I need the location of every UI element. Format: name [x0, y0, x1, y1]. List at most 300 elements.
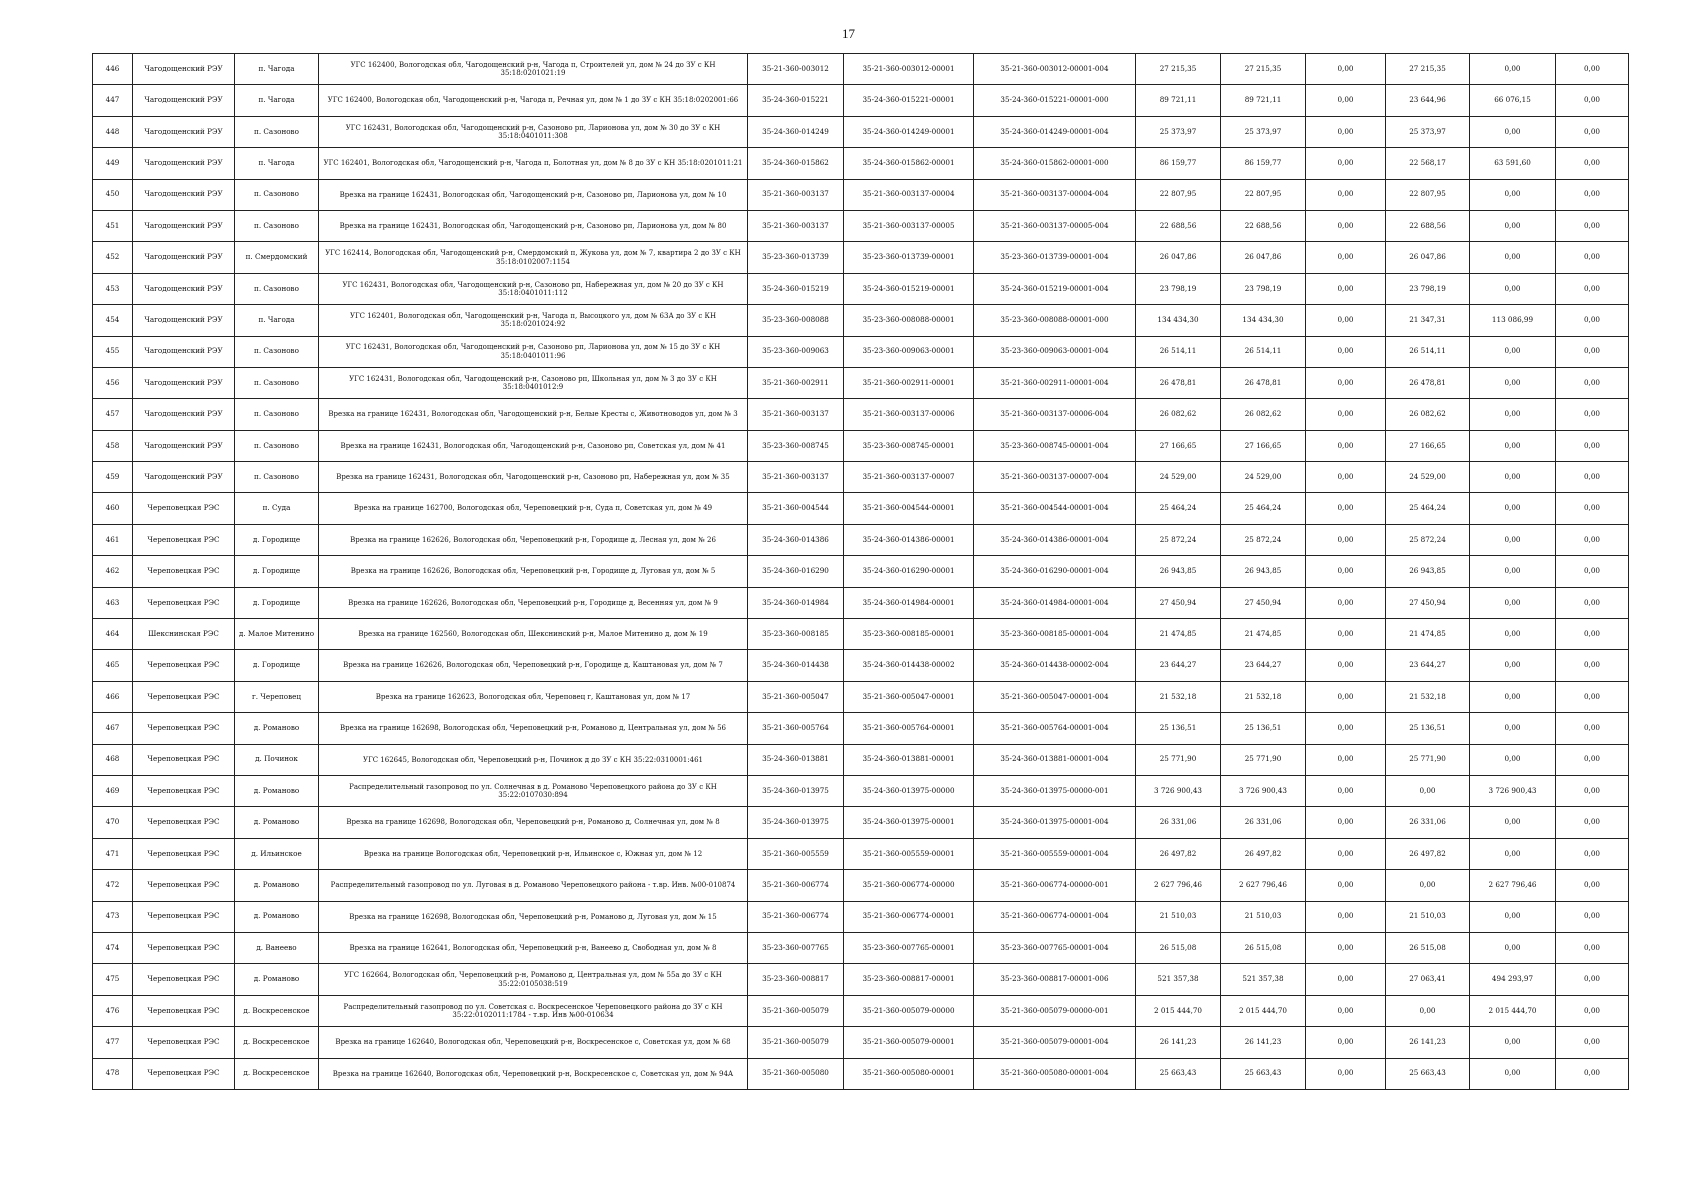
zero-cell: 0,00	[1306, 587, 1386, 618]
division-cell: Чагодощенский РЭУ	[133, 305, 235, 336]
address-cell: Врезка на границе 162698, Вологодская обл, Череповецкий р-н, Романово д, Центральная ул, дом № 56	[319, 713, 748, 744]
total-cost-cell: 21 474,85	[1136, 619, 1221, 650]
amount-cell: 23 644,27	[1386, 650, 1470, 681]
cost-cell: 25 872,24	[1221, 524, 1306, 555]
row-number-cell: 474	[93, 932, 133, 963]
total-cost-cell: 23 798,19	[1136, 273, 1221, 304]
address-cell: Врезка на границе 162626, Вологодская обл, Череповецкий р-н, Городище д, Лесная ул, дом № 26	[319, 524, 748, 555]
object-code-cell: 35-24-360-014386	[748, 524, 844, 555]
amount-cell: 25 771,90	[1386, 744, 1470, 775]
last-amount-cell: 0,00	[1556, 336, 1629, 367]
element-code-cell: 35-24-360-014984-00001-004	[974, 587, 1136, 618]
address-cell: Врезка на границе 162626, Вологодская обл, Череповецкий р-н, Городище д, Каштановая ул, дом № 7	[319, 650, 748, 681]
subobject-code-cell: 35-21-360-003012-00001	[844, 54, 974, 85]
row-number-cell: 458	[93, 430, 133, 461]
zero-cell: 0,00	[1306, 430, 1386, 461]
division-cell: Череповецкая РЭС	[133, 838, 235, 869]
total-cost-cell: 26 331,06	[1136, 807, 1221, 838]
total-cost-cell: 26 514,11	[1136, 336, 1221, 367]
subobject-code-cell: 35-21-360-006774-00000	[844, 870, 974, 901]
amount-cell: 27 063,41	[1386, 964, 1470, 995]
settlement-cell: п. Сазоново	[235, 367, 319, 398]
last-amount-cell: 0,00	[1556, 85, 1629, 116]
table-row	[93, 462, 1629, 493]
settlement-cell: д. Ильинское	[235, 838, 319, 869]
zero-cell: 0,00	[1306, 54, 1386, 85]
cost-cell: 23 644,27	[1221, 650, 1306, 681]
row-number-cell: 452	[93, 242, 133, 273]
subobject-code-cell: 35-21-360-002911-00001	[844, 367, 974, 398]
cost-cell: 25 663,43	[1221, 1058, 1306, 1089]
total-cost-cell: 26 515,08	[1136, 932, 1221, 963]
object-code-cell: 35-23-360-009063	[748, 336, 844, 367]
settlement-cell: п. Сазоново	[235, 462, 319, 493]
remainder-cell: 0,00	[1470, 273, 1556, 304]
object-code-cell: 35-21-360-003137	[748, 210, 844, 241]
remainder-cell: 0,00	[1470, 399, 1556, 430]
table-row	[93, 273, 1629, 304]
last-amount-cell: 0,00	[1556, 462, 1629, 493]
amount-cell: 22 807,95	[1386, 179, 1470, 210]
total-cost-cell: 26 943,85	[1136, 556, 1221, 587]
subobject-code-cell: 35-21-360-003137-00006	[844, 399, 974, 430]
zero-cell: 0,00	[1306, 1027, 1386, 1058]
row-number-cell: 466	[93, 681, 133, 712]
amount-cell: 27 215,35	[1386, 54, 1470, 85]
last-amount-cell: 0,00	[1556, 932, 1629, 963]
address-cell: Врезка на границе 162431, Вологодская обл, Чагодощенский р-н, Сазоново рп, Набережная ул, дом № 35	[319, 462, 748, 493]
cost-cell: 3 726 900,43	[1221, 775, 1306, 806]
subobject-code-cell: 35-21-360-005559-00001	[844, 838, 974, 869]
remainder-cell: 2 015 444,70	[1470, 995, 1556, 1026]
address-cell: Врезка на границе 162626, Вологодская обл, Череповецкий р-н, Городище д, Весенняя ул, дом № 9	[319, 587, 748, 618]
element-code-cell: 35-21-360-005764-00001-004	[974, 713, 1136, 744]
total-cost-cell: 25 464,24	[1136, 493, 1221, 524]
cost-cell: 21 474,85	[1221, 619, 1306, 650]
data-table	[92, 53, 1629, 1090]
zero-cell: 0,00	[1306, 273, 1386, 304]
amount-cell: 25 136,51	[1386, 713, 1470, 744]
last-amount-cell: 0,00	[1556, 367, 1629, 398]
subobject-code-cell: 35-24-360-015862-00001	[844, 148, 974, 179]
cost-cell: 27 166,65	[1221, 430, 1306, 461]
cost-cell: 24 529,00	[1221, 462, 1306, 493]
amount-cell: 26 478,81	[1386, 367, 1470, 398]
address-cell: УГС 162664, Вологодская обл, Череповецкий р-н, Романово д, Центральная ул, дом № 55а до ЗУ с КН 35:22:0105038:519	[319, 964, 748, 995]
amount-cell: 21 532,18	[1386, 681, 1470, 712]
cost-cell: 21 532,18	[1221, 681, 1306, 712]
cost-cell: 26 478,81	[1221, 367, 1306, 398]
division-cell: Череповецкая РЭС	[133, 1058, 235, 1089]
amount-cell: 0,00	[1386, 775, 1470, 806]
total-cost-cell: 521 357,38	[1136, 964, 1221, 995]
zero-cell: 0,00	[1306, 493, 1386, 524]
object-code-cell: 35-24-360-013975	[748, 807, 844, 838]
row-number-cell: 451	[93, 210, 133, 241]
settlement-cell: д. Ванеево	[235, 932, 319, 963]
address-cell: УГС 162400, Вологодская обл, Чагодощенский р-н, Чагода п, Строителей ул, дом № 24 до ЗУ с КН 35:18:0201021:19	[319, 54, 748, 85]
subobject-code-cell: 35-24-360-014386-00001	[844, 524, 974, 555]
address-cell: УГС 162431, Вологодская обл, Чагодощенский р-н, Сазоново рп, Ларионова ул, дом № 15 до ЗУ с КН 35:18:0401011:96	[319, 336, 748, 367]
object-code-cell: 35-23-360-008185	[748, 619, 844, 650]
settlement-cell: д. Городище	[235, 524, 319, 555]
division-cell: Череповецкая РЭС	[133, 744, 235, 775]
zero-cell: 0,00	[1306, 713, 1386, 744]
row-number-cell: 473	[93, 901, 133, 932]
zero-cell: 0,00	[1306, 681, 1386, 712]
row-number-cell: 477	[93, 1027, 133, 1058]
amount-cell: 21 510,03	[1386, 901, 1470, 932]
division-cell: Чагодощенский РЭУ	[133, 367, 235, 398]
element-code-cell: 35-21-360-005047-00001-004	[974, 681, 1136, 712]
subobject-code-cell: 35-23-360-009063-00001	[844, 336, 974, 367]
subobject-code-cell: 35-24-360-014249-00001	[844, 116, 974, 147]
amount-cell: 26 331,06	[1386, 807, 1470, 838]
remainder-cell: 0,00	[1470, 556, 1556, 587]
remainder-cell: 0,00	[1470, 336, 1556, 367]
zero-cell: 0,00	[1306, 932, 1386, 963]
row-number-cell: 454	[93, 305, 133, 336]
settlement-cell: п. Сазоново	[235, 179, 319, 210]
last-amount-cell: 0,00	[1556, 650, 1629, 681]
table-row	[93, 210, 1629, 241]
last-amount-cell: 0,00	[1556, 493, 1629, 524]
table-row	[93, 775, 1629, 806]
amount-cell: 25 464,24	[1386, 493, 1470, 524]
last-amount-cell: 0,00	[1556, 901, 1629, 932]
row-number-cell: 457	[93, 399, 133, 430]
table-row	[93, 179, 1629, 210]
subobject-code-cell: 35-21-360-003137-00007	[844, 462, 974, 493]
amount-cell: 25 373,97	[1386, 116, 1470, 147]
settlement-cell: д. Воскресенское	[235, 1027, 319, 1058]
row-number-cell: 476	[93, 995, 133, 1026]
object-code-cell: 35-21-360-005559	[748, 838, 844, 869]
table-row	[93, 242, 1629, 273]
remainder-cell: 0,00	[1470, 587, 1556, 618]
row-number-cell: 462	[93, 556, 133, 587]
subobject-code-cell: 35-24-360-013975-00000	[844, 775, 974, 806]
amount-cell: 26 514,11	[1386, 336, 1470, 367]
cost-cell: 26 047,86	[1221, 242, 1306, 273]
cost-cell: 26 515,08	[1221, 932, 1306, 963]
last-amount-cell: 0,00	[1556, 179, 1629, 210]
zero-cell: 0,00	[1306, 336, 1386, 367]
object-code-cell: 35-21-360-006774	[748, 901, 844, 932]
subobject-code-cell: 35-21-360-004544-00001	[844, 493, 974, 524]
address-cell: УГС 162401, Вологодская обл, Чагодощенский р-н, Чагода п, Болотная ул, дом № 8 до ЗУ с КН 35:18:0201011:21	[319, 148, 748, 179]
zero-cell: 0,00	[1306, 964, 1386, 995]
subobject-code-cell: 35-21-360-003137-00005	[844, 210, 974, 241]
address-cell: УГС 162401, Вологодская обл, Чагодощенский р-н, Чагода п, Высоцкого ул, дом № 63А до ЗУ с КН 35:18:0201024:92	[319, 305, 748, 336]
element-code-cell: 35-23-360-009063-00001-004	[974, 336, 1136, 367]
division-cell: Череповецкая РЭС	[133, 964, 235, 995]
subobject-code-cell: 35-24-360-015221-00001	[844, 85, 974, 116]
last-amount-cell: 0,00	[1556, 619, 1629, 650]
element-code-cell: 35-21-360-003137-00004-004	[974, 179, 1136, 210]
last-amount-cell: 0,00	[1556, 399, 1629, 430]
amount-cell: 21 474,85	[1386, 619, 1470, 650]
element-code-cell: 35-23-360-008185-00001-004	[974, 619, 1136, 650]
zero-cell: 0,00	[1306, 305, 1386, 336]
table-row	[93, 305, 1629, 336]
zero-cell: 0,00	[1306, 901, 1386, 932]
division-cell: Череповецкая РЭС	[133, 870, 235, 901]
settlement-cell: д. Городище	[235, 587, 319, 618]
amount-cell: 26 082,62	[1386, 399, 1470, 430]
element-code-cell: 35-24-360-014386-00001-004	[974, 524, 1136, 555]
element-code-cell: 35-24-360-015862-00001-000	[974, 148, 1136, 179]
table-row	[93, 556, 1629, 587]
division-cell: Чагодощенский РЭУ	[133, 179, 235, 210]
table-row	[93, 367, 1629, 398]
amount-cell: 25 663,43	[1386, 1058, 1470, 1089]
remainder-cell: 0,00	[1470, 462, 1556, 493]
remainder-cell: 0,00	[1470, 932, 1556, 963]
zero-cell: 0,00	[1306, 838, 1386, 869]
total-cost-cell: 22 688,56	[1136, 210, 1221, 241]
object-code-cell: 35-23-360-008745	[748, 430, 844, 461]
division-cell: Череповецкая РЭС	[133, 901, 235, 932]
object-code-cell: 35-23-360-007765	[748, 932, 844, 963]
amount-cell: 26 515,08	[1386, 932, 1470, 963]
row-number-cell: 472	[93, 870, 133, 901]
subobject-code-cell: 35-23-360-008185-00001	[844, 619, 974, 650]
row-number-cell: 455	[93, 336, 133, 367]
address-cell: Врезка на границе 162626, Вологодская обл, Череповецкий р-н, Городище д, Луговая ул, дом № 5	[319, 556, 748, 587]
division-cell: Чагодощенский РЭУ	[133, 336, 235, 367]
object-code-cell: 35-21-360-003012	[748, 54, 844, 85]
division-cell: Череповецкая РЭС	[133, 713, 235, 744]
object-code-cell: 35-21-360-005079	[748, 995, 844, 1026]
row-number-cell: 471	[93, 838, 133, 869]
division-cell: Чагодощенский РЭУ	[133, 242, 235, 273]
zero-cell: 0,00	[1306, 556, 1386, 587]
subobject-code-cell: 35-21-360-005080-00001	[844, 1058, 974, 1089]
division-cell: Чагодощенский РЭУ	[133, 273, 235, 304]
element-code-cell: 35-24-360-014249-00001-004	[974, 116, 1136, 147]
table-row	[93, 1058, 1629, 1089]
object-code-cell: 35-24-360-014438	[748, 650, 844, 681]
table-row	[93, 932, 1629, 963]
address-cell: Врезка на границе 162641, Вологодская обл, Череповецкий р-н, Ванеево д, Свободная ул, дом № 8	[319, 932, 748, 963]
subobject-code-cell: 35-21-360-005764-00001	[844, 713, 974, 744]
division-cell: Череповецкая РЭС	[133, 932, 235, 963]
cost-cell: 26 141,23	[1221, 1027, 1306, 1058]
total-cost-cell: 86 159,77	[1136, 148, 1221, 179]
total-cost-cell: 2 015 444,70	[1136, 995, 1221, 1026]
remainder-cell: 0,00	[1470, 1058, 1556, 1089]
element-code-cell: 35-24-360-013975-00000-001	[974, 775, 1136, 806]
last-amount-cell: 0,00	[1556, 870, 1629, 901]
row-number-cell: 465	[93, 650, 133, 681]
row-number-cell: 450	[93, 179, 133, 210]
cost-cell: 89 721,11	[1221, 85, 1306, 116]
remainder-cell: 0,00	[1470, 367, 1556, 398]
table-row	[93, 85, 1629, 116]
total-cost-cell: 25 663,43	[1136, 1058, 1221, 1089]
settlement-cell: п. Чагода	[235, 54, 319, 85]
address-cell: УГС 162645, Вологодская обл, Череповецкий р-н, Починок д до ЗУ с КН 35:22:0310001:461	[319, 744, 748, 775]
address-cell: Врезка на границе Вологодская обл, Череповецкий р-н, Ильинское с, Южная ул, дом № 12	[319, 838, 748, 869]
total-cost-cell: 134 434,30	[1136, 305, 1221, 336]
object-code-cell: 35-21-360-005080	[748, 1058, 844, 1089]
remainder-cell: 0,00	[1470, 681, 1556, 712]
zero-cell: 0,00	[1306, 210, 1386, 241]
row-number-cell: 456	[93, 367, 133, 398]
remainder-cell: 0,00	[1470, 210, 1556, 241]
address-cell: Врезка на границе 162698, Вологодская обл, Череповецкий р-н, Романово д, Луговая ул, дом № 15	[319, 901, 748, 932]
settlement-cell: д. Городище	[235, 556, 319, 587]
subobject-code-cell: 35-24-360-015219-00001	[844, 273, 974, 304]
table-row	[93, 901, 1629, 932]
remainder-cell: 0,00	[1470, 54, 1556, 85]
amount-cell: 25 872,24	[1386, 524, 1470, 555]
row-number-cell: 459	[93, 462, 133, 493]
element-code-cell: 35-21-360-004544-00001-004	[974, 493, 1136, 524]
element-code-cell: 35-21-360-006774-00001-004	[974, 901, 1136, 932]
remainder-cell: 494 293,97	[1470, 964, 1556, 995]
zero-cell: 0,00	[1306, 179, 1386, 210]
amount-cell: 26 141,23	[1386, 1027, 1470, 1058]
remainder-cell: 0,00	[1470, 838, 1556, 869]
settlement-cell: п. Сазоново	[235, 430, 319, 461]
table-row	[93, 587, 1629, 618]
amount-cell: 0,00	[1386, 995, 1470, 1026]
last-amount-cell: 0,00	[1556, 242, 1629, 273]
row-number-cell: 453	[93, 273, 133, 304]
zero-cell: 0,00	[1306, 148, 1386, 179]
row-number-cell: 469	[93, 775, 133, 806]
table-row	[93, 148, 1629, 179]
element-code-cell: 35-21-360-003012-00001-004	[974, 54, 1136, 85]
division-cell: Чагодощенский РЭУ	[133, 148, 235, 179]
remainder-cell: 0,00	[1470, 807, 1556, 838]
amount-cell: 26 047,86	[1386, 242, 1470, 273]
subobject-code-cell: 35-23-360-008088-00001	[844, 305, 974, 336]
subobject-code-cell: 35-21-360-005079-00000	[844, 995, 974, 1026]
cost-cell: 25 373,97	[1221, 116, 1306, 147]
object-code-cell: 35-23-360-008817	[748, 964, 844, 995]
row-number-cell: 449	[93, 148, 133, 179]
cost-cell: 26 082,62	[1221, 399, 1306, 430]
remainder-cell: 0,00	[1470, 242, 1556, 273]
zero-cell: 0,00	[1306, 619, 1386, 650]
element-code-cell: 35-24-360-013881-00001-004	[974, 744, 1136, 775]
settlement-cell: п. Смердомский	[235, 242, 319, 273]
remainder-cell: 0,00	[1470, 179, 1556, 210]
cost-cell: 25 136,51	[1221, 713, 1306, 744]
total-cost-cell: 3 726 900,43	[1136, 775, 1221, 806]
subobject-code-cell: 35-24-360-013975-00001	[844, 807, 974, 838]
cost-cell: 27 215,35	[1221, 54, 1306, 85]
remainder-cell: 0,00	[1470, 901, 1556, 932]
table-row	[93, 493, 1629, 524]
amount-cell: 27 450,94	[1386, 587, 1470, 618]
last-amount-cell: 0,00	[1556, 744, 1629, 775]
object-code-cell: 35-23-360-008088	[748, 305, 844, 336]
object-code-cell: 35-21-360-005764	[748, 713, 844, 744]
division-cell: Череповецкая РЭС	[133, 995, 235, 1026]
remainder-cell: 0,00	[1470, 116, 1556, 147]
settlement-cell: п. Сазоново	[235, 336, 319, 367]
row-number-cell: 470	[93, 807, 133, 838]
page-number: 17	[842, 26, 855, 41]
total-cost-cell: 25 373,97	[1136, 116, 1221, 147]
division-cell: Череповецкая РЭС	[133, 524, 235, 555]
element-code-cell: 35-21-360-005559-00001-004	[974, 838, 1136, 869]
object-code-cell: 35-23-360-013739	[748, 242, 844, 273]
table-row	[93, 870, 1629, 901]
subobject-code-cell: 35-23-360-007765-00001	[844, 932, 974, 963]
remainder-cell: 0,00	[1470, 744, 1556, 775]
address-cell: Распределительный газопровод по ул. Солнечная в д. Романово Череповецкого района до ЗУ с КН 35:22:0107030:894	[319, 775, 748, 806]
division-cell: Чагодощенский РЭУ	[133, 462, 235, 493]
object-code-cell: 35-24-360-015221	[748, 85, 844, 116]
cost-cell: 23 798,19	[1221, 273, 1306, 304]
cost-cell: 134 434,30	[1221, 305, 1306, 336]
last-amount-cell: 0,00	[1556, 54, 1629, 85]
row-number-cell: 446	[93, 54, 133, 85]
cost-cell: 26 514,11	[1221, 336, 1306, 367]
element-code-cell: 35-24-360-013975-00001-004	[974, 807, 1136, 838]
address-cell: УГС 162414, Вологодская обл, Чагодощенский р-н, Смердомский п, Жукова ул, дом № 7, квартира 2 до ЗУ с КН 35:18:0102007:1154	[319, 242, 748, 273]
object-code-cell: 35-21-360-006774	[748, 870, 844, 901]
settlement-cell: п. Суда	[235, 493, 319, 524]
last-amount-cell: 0,00	[1556, 305, 1629, 336]
object-code-cell: 35-24-360-014984	[748, 587, 844, 618]
zero-cell: 0,00	[1306, 995, 1386, 1026]
cost-cell: 21 510,03	[1221, 901, 1306, 932]
division-cell: Чагодощенский РЭУ	[133, 116, 235, 147]
zero-cell: 0,00	[1306, 1058, 1386, 1089]
element-code-cell: 35-24-360-015219-00001-004	[974, 273, 1136, 304]
division-cell: Череповецкая РЭС	[133, 650, 235, 681]
element-code-cell: 35-21-360-003137-00006-004	[974, 399, 1136, 430]
settlement-cell: д. Романово	[235, 901, 319, 932]
division-cell: Шекснинская РЭС	[133, 619, 235, 650]
cost-cell: 521 357,38	[1221, 964, 1306, 995]
subobject-code-cell: 35-21-360-005079-00001	[844, 1027, 974, 1058]
row-number-cell: 464	[93, 619, 133, 650]
table-row	[93, 54, 1629, 85]
subobject-code-cell: 35-23-360-013739-00001	[844, 242, 974, 273]
division-cell: Череповецкая РЭС	[133, 775, 235, 806]
total-cost-cell: 25 136,51	[1136, 713, 1221, 744]
total-cost-cell: 89 721,11	[1136, 85, 1221, 116]
remainder-cell: 3 726 900,43	[1470, 775, 1556, 806]
last-amount-cell: 0,00	[1556, 807, 1629, 838]
row-number-cell: 460	[93, 493, 133, 524]
zero-cell: 0,00	[1306, 242, 1386, 273]
object-code-cell: 35-24-360-015862	[748, 148, 844, 179]
settlement-cell: д. Воскресенское	[235, 995, 319, 1026]
total-cost-cell: 2 627 796,46	[1136, 870, 1221, 901]
remainder-cell: 0,00	[1470, 713, 1556, 744]
address-cell: Врезка на границе 162431, Вологодская обл, Чагодощенский р-н, Сазоново рп, Ларионова ул, дом № 80	[319, 210, 748, 241]
address-cell: УГС 162431, Вологодская обл, Чагодощенский р-н, Сазоново рп, Школьная ул, дом № 3 до ЗУ с КН 35:18:0401012:9	[319, 367, 748, 398]
remainder-cell: 0,00	[1470, 1027, 1556, 1058]
settlement-cell: п. Чагода	[235, 148, 319, 179]
table-row	[93, 995, 1629, 1026]
row-number-cell: 475	[93, 964, 133, 995]
amount-cell: 26 943,85	[1386, 556, 1470, 587]
settlement-cell: д. Романово	[235, 870, 319, 901]
table-row	[93, 807, 1629, 838]
element-code-cell: 35-24-360-015221-00001-000	[974, 85, 1136, 116]
element-code-cell: 35-23-360-008817-00001-006	[974, 964, 1136, 995]
element-code-cell: 35-24-360-016290-00001-004	[974, 556, 1136, 587]
